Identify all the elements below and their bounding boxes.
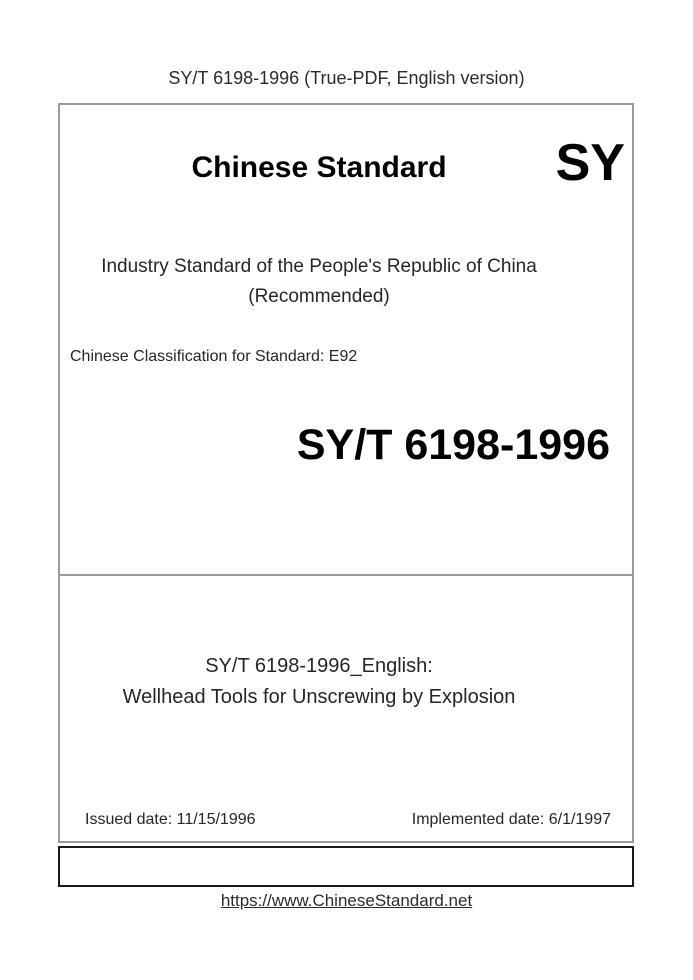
english-title-line1: SY/T 6198-1996_English: bbox=[205, 655, 433, 677]
dates-row bbox=[85, 811, 611, 829]
standard-type-block bbox=[60, 252, 578, 312]
document-header-line: SY/T 6198-1996 (True-PDF, English version) bbox=[168, 68, 525, 88]
standard-body-code: SY bbox=[555, 134, 625, 192]
cover-frame bbox=[58, 103, 634, 843]
english-title-block bbox=[60, 651, 578, 713]
empty-footer-box bbox=[58, 846, 634, 887]
section-divider bbox=[58, 574, 634, 576]
footer-website-link[interactable]: https://www.ChineseStandard.net bbox=[220, 891, 473, 910]
english-title-line2: Wellhead Tools for Unscrewing by Explosion bbox=[122, 686, 516, 708]
standard-type-line1: Industry Standard of the People's Republic of China bbox=[101, 256, 537, 277]
classification-label: Chinese Classification for Standard: E92 bbox=[70, 348, 358, 365]
implemented-date-label: Implemented date: 6/1/1997 bbox=[411, 811, 611, 828]
standard-number: SY/T 6198-1996 bbox=[296, 421, 610, 469]
standard-type-line2: (Recommended) bbox=[248, 286, 390, 307]
brand-title: Chinese Standard bbox=[191, 151, 447, 184]
footer bbox=[0, 891, 693, 911]
issued-date-label: Issued date: 11/15/1996 bbox=[85, 811, 256, 828]
